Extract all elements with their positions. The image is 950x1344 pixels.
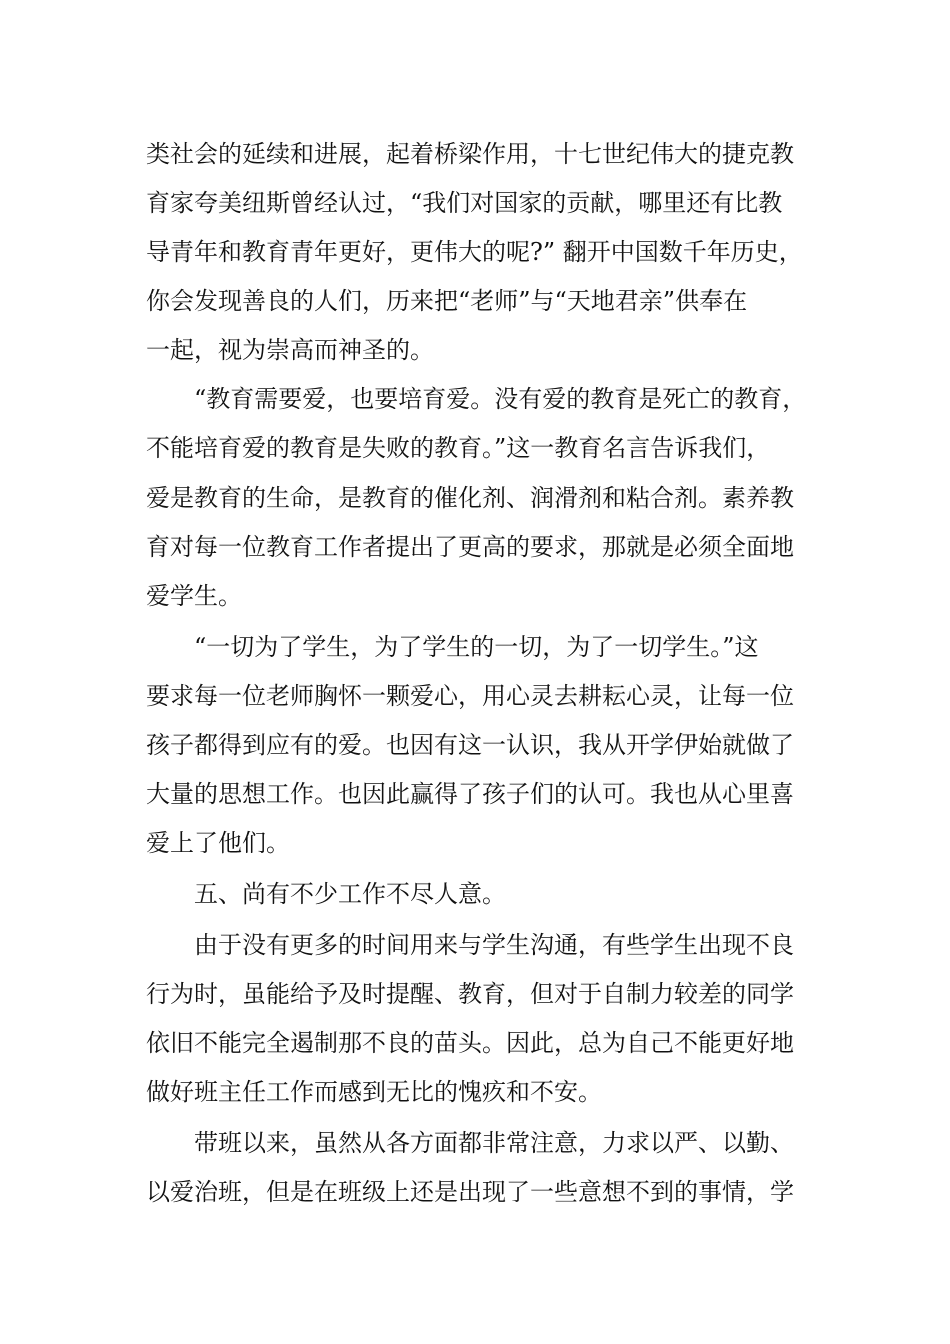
text-line: 一起，视为崇高而神圣的。 [146, 336, 434, 364]
text-line: 大量的思想工作。也因此赢得了孩子们的认可。我也从心里喜 [146, 780, 794, 808]
text-line: 类社会的延续和进展，起着桥梁作用，十七世纪伟大的捷克教 [146, 140, 794, 168]
text-line: 爱上了他们。 [146, 829, 290, 857]
text-line: 做好班主任工作而感到无比的愧疚和不安。 [146, 1078, 602, 1106]
text-line: 要求每一位老师胸怀一颗爱心，用心灵去耕耘心灵，让每一位 [146, 682, 794, 710]
paragraph-first-line: 带班以来，虽然从各方面都非常注意，力求以严、以勤、 [194, 1129, 794, 1157]
text-line: 育家夸美纽斯曾经认过，“我们对国家的贡献，哪里还有比教 [146, 189, 783, 217]
text-line: 孩子都得到应有的爱。也因有这一认识，我从开学伊始就做了 [146, 731, 794, 759]
text-line: 爱是教育的生命，是教育的催化剂、润滑剂和粘合剂。素养教 [146, 484, 794, 512]
text-line: 你会发现善良的人们，历来把“老师”与“天地君亲”供奉在 [146, 287, 748, 315]
text-line: 育对每一位教育工作者提出了更高的要求，那就是必须全面地 [146, 533, 794, 561]
text-line: 以爱治班，但是在班级上还是出现了一些意想不到的事情，学 [146, 1178, 794, 1206]
text-line: 导青年和教育青年更好，更伟大的呢?” 翻开中国数千年历史， [146, 238, 803, 266]
section-heading: 五、尚有不少工作不尽人意。 [194, 880, 506, 908]
paragraph-first-line: 由于没有更多的时间用来与学生沟通，有些学生出现不良 [194, 931, 794, 959]
paragraph-first-line: “教育需要爱，也要培育爱。没有爱的教育是死亡的教育， [194, 385, 807, 413]
text-line: 行为时，虽能给予及时提醒、教育，但对于自制力较差的同学 [146, 980, 794, 1008]
text-line: 爱学生。 [146, 582, 242, 610]
text-line: 不能培育爱的教育是失败的教育。”这一教育名言告诉我们， [146, 434, 771, 462]
text-line: 依旧不能完全遏制那不良的苗头。因此，总为自己不能更好地 [146, 1029, 794, 1057]
paragraph-first-line: “一切为了学生，为了学生的一切，为了一切学生。”这 [194, 633, 759, 661]
